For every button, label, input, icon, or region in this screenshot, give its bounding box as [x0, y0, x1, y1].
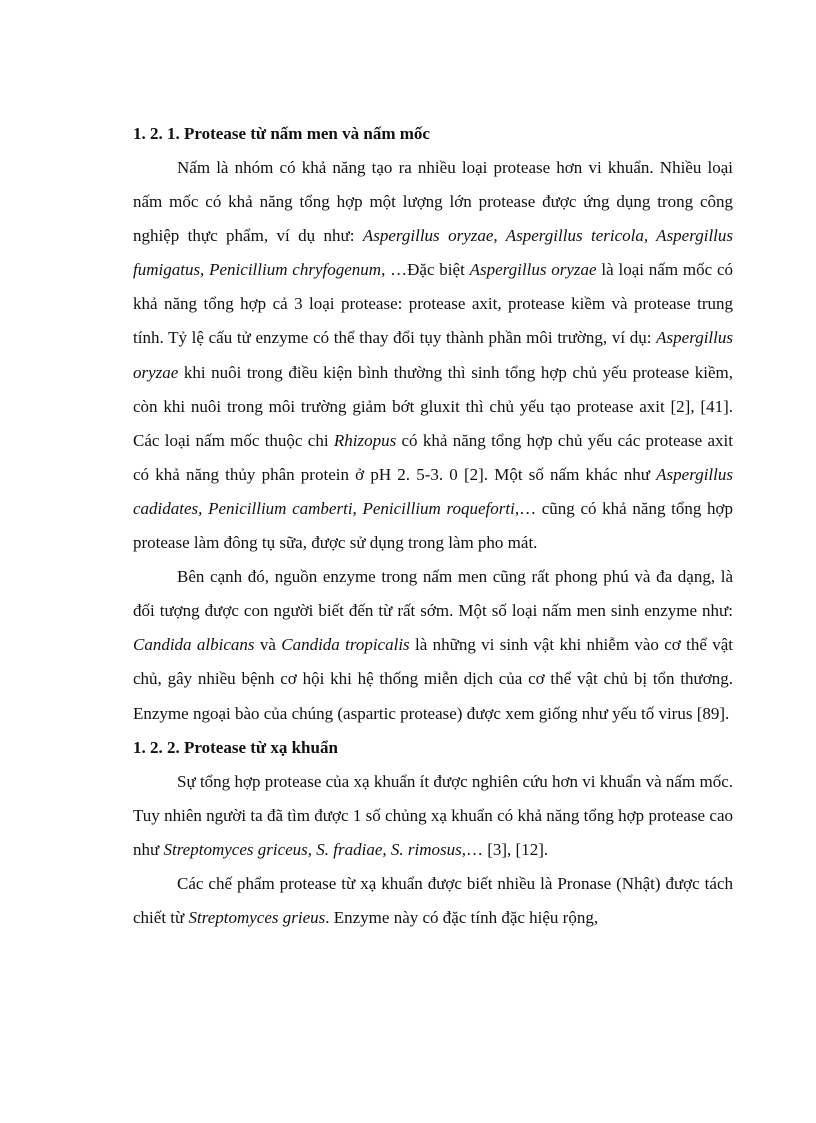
paragraph-yeast-enzyme: Bên cạnh đó, nguồn enzyme trong nấm men cũng rất phong phú và đa dạng, là đối tượng được con người biết đến từ rất sớm. Một số loại nấm men sinh enzyme như: Candida albicans và Candida tropicalis là những vi sinh vật khi nhiễm vào cơ thể vật chủ, gây nhiều bệnh cơ hội khi hệ thống miễn dịch của cơ thể vật chủ bị tổn thương. Enzyme ngoại bào của chúng (aspartic protease) được xem giống như yếu tố virus [89].: [133, 567, 733, 723]
paragraph-actinomycete-protease: Sự tổng hợp protease của xạ khuẩn ít được nghiên cứu hơn vi khuẩn và nấm mốc. Tuy nhiên người ta đã tìm được 1 số chủng xạ khuẩn có khả năng tổng hợp protease cao như Streptomyces griceus, S. fradiae, S. rimosus,… [3], [12].: [133, 771, 733, 859]
italic-species-name: Aspergillus cadidates, Penicillium camberti, Penicillium roqueforti: [133, 464, 733, 518]
italic-species-name: Streptomyces griceus, S. fradiae, S. rimosus: [163, 839, 462, 859]
italic-species-name: Rhizopus: [333, 430, 397, 450]
italic-species-name: Candida tropicalis: [281, 635, 410, 655]
italic-species-name: Aspergillus oryzae: [133, 328, 733, 382]
section-heading-1-2-2: 1. 2. 2. Protease từ xạ khuẩn: [133, 737, 338, 757]
italic-species-name: Aspergillus oryzae: [469, 260, 597, 280]
paragraph-pronase: Các chế phẩm protease từ xạ khuẩn được biết nhiều là Pronase (Nhật) được tách chiết từ Streptomyces grieus. Enzyme này có đặc tính đặc hiệu rộng,: [133, 873, 733, 927]
document-page: [133, 117, 733, 935]
section-heading-1-2-1: 1. 2. 1. Protease từ nấm men và nấm mốc: [133, 124, 430, 143]
italic-species-name: Aspergillus oryzae, Aspergillus tericola, Aspergillus fumigatus, Penicillium chryfogenum: [133, 226, 734, 280]
italic-species-name: Streptomyces grieus: [188, 907, 326, 927]
paragraph-fungi-protease: Nấm là nhóm có khả năng tạo ra nhiều loại protease hơn vi khuẩn. Nhiều loại nấm mốc có khả năng tổng hợp một lượng lớn protease được ứng dụng trong công nghiệp thực phẩm, ví dụ như: Aspergillus oryzae, Aspergillus tericola, Aspergillus fumigatus, Penicillium chryfogenum, …Đặc biệt Aspergillus oryzae là loại nấm mốc có khả năng tổng hợp cả 3 loại protease: protease axit, protease kiềm và protease trung tính. Tỷ lệ cấu tử enzyme có thể thay đổi tụy thành phần môi trường, ví dụ: Aspergillus oryzae khi nuôi trong điều kiện bình thường thì sinh tổng hợp chủ yếu protease kiềm, còn khi nuôi trong môi trường giảm bớt gluxit thì chủ yếu tạo protease axit [2], [41]. Các loại nấm mốc thuộc chi Rhizopus có khả năng tổng hợp chủ yếu các protease axit có khả năng thủy phân protein ở pH 2. 5-3. 0 [2]. Một số nấm khác như Aspergillus cadidates, Penicillium camberti, Penicillium roqueforti,… cũng có khả năng tổng hợp protease làm đông tụ sữa, được sử dụng trong làm pho mát.: [133, 158, 734, 553]
italic-species-name: Candida albicans: [133, 635, 255, 655]
